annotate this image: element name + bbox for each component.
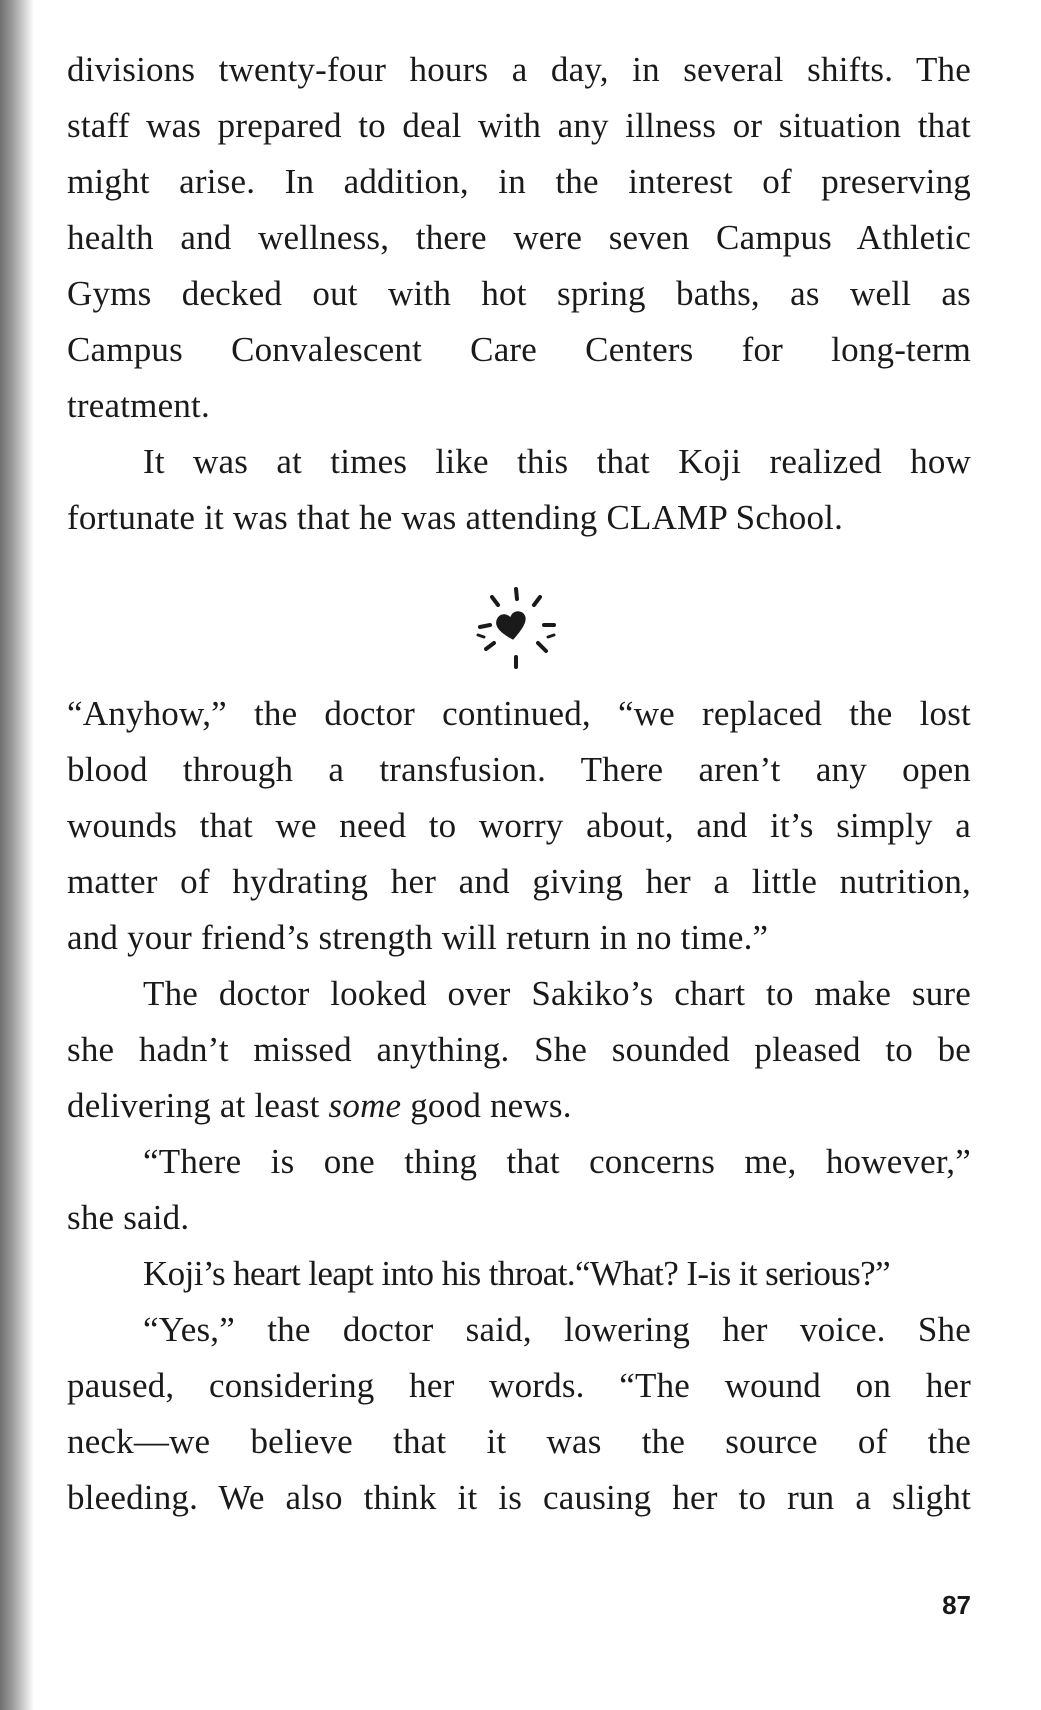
text-line: health and wellness, there were seven Campus Athletic (67, 218, 971, 257)
emphasis-text: some (328, 1086, 402, 1125)
text-line: treatment. (67, 386, 210, 425)
text-line: matter of hydrating her and giving her a little nutrition, (67, 862, 971, 901)
text-line: she hadn’t missed anything. She sounded pleased to be (67, 1030, 971, 1069)
text-line: she said. (67, 1198, 190, 1237)
text-line: paused, considering her words. “The wound on her (67, 1366, 971, 1405)
text-line: The doctor looked over Sakiko’s chart to make sure (143, 974, 971, 1013)
heart-with-rays-icon (460, 575, 580, 685)
text-line: Koji’s heart leapt into his throat.“What? I-is it serious?” (143, 1254, 891, 1293)
text-line: wounds that we need to worry about, and it’s simply a (67, 806, 971, 845)
text-line: and your friend’s strength will return in no time.” (67, 918, 769, 957)
page-binding-shadow (0, 0, 34, 1710)
text-line: fortunate it was that he was attending CLAMP School. (67, 498, 844, 537)
text-line: blood through a transfusion. There aren’t any open (67, 750, 971, 789)
text-line: “Yes,” the doctor said, lowering her voice. She (143, 1310, 971, 1349)
text-line: It was at times like this that Koji realized how (143, 442, 971, 481)
book-page-text (67, 42, 971, 1526)
text-line (67, 1078, 971, 1134)
text-segment: delivering at least (67, 1086, 329, 1125)
text-line: bleeding. We also think it is causing her to run a slight (67, 1478, 971, 1517)
text-line: divisions twenty-four hours a day, in several shifts. The (67, 50, 971, 89)
text-line: might arise. In addition, in the interest of preserving (67, 162, 971, 201)
text-line: staff was prepared to deal with any illness or situation that (67, 106, 971, 145)
text-line: neck—we believe that it was the source of the (67, 1422, 971, 1461)
text-segment: good news. (401, 1086, 572, 1125)
text-line: Gyms decked out with hot spring baths, as well as (67, 274, 971, 313)
text-line: “Anyhow,” the doctor continued, “we replaced the lost (67, 694, 971, 733)
text-line: Campus Convalescent Care Centers for long-term (67, 330, 971, 369)
text-line: “There is one thing that concerns me, however,” (143, 1142, 971, 1181)
page-number: 87 (942, 1590, 971, 1620)
